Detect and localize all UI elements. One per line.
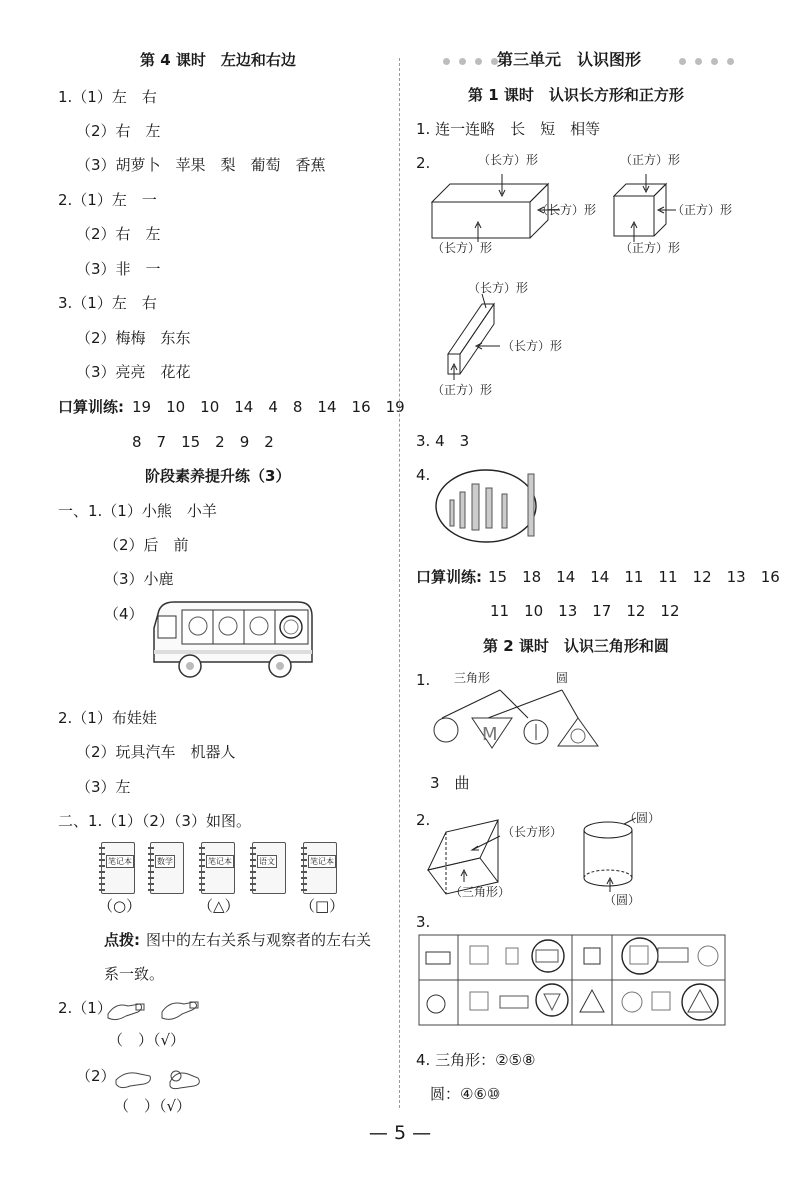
decor-dots-right bbox=[679, 58, 734, 65]
answer-line: （2）右 左 bbox=[76, 225, 161, 243]
answer-line: 2.（1）布娃娃 bbox=[58, 709, 157, 727]
circle-label: 圆 bbox=[556, 671, 569, 685]
answer-line: 圆：④⑥⑩ bbox=[430, 1085, 501, 1103]
answer-line: 2.（1） bbox=[58, 999, 112, 1017]
mark-circle: （○） bbox=[98, 897, 142, 915]
answer-line: 二、1.（1）（2）（3）如图。 bbox=[58, 812, 251, 830]
tip-label: 点拨: bbox=[104, 931, 140, 949]
unit-title: 第三单元 认识图形 bbox=[497, 50, 642, 69]
answer-line: （ ）（√） bbox=[114, 1097, 192, 1115]
answer-line: 3 曲 bbox=[430, 774, 470, 792]
question-number: 3. bbox=[416, 913, 431, 931]
answer-line: 一、1.（1）小熊 小羊 bbox=[58, 502, 217, 520]
cube-diagram bbox=[612, 150, 742, 260]
question-number: 1. bbox=[416, 671, 431, 689]
face-label: （正方）形 bbox=[432, 383, 493, 397]
question-number: 2. bbox=[416, 154, 431, 172]
answer-line: （4） bbox=[104, 605, 144, 623]
oral-practice-label: 口算训练: bbox=[58, 398, 124, 416]
answer-line: （ ）（√） bbox=[108, 1031, 186, 1049]
mark-triangle: （△） bbox=[198, 897, 240, 915]
oral-practice-label: 口算训练: bbox=[416, 568, 482, 586]
decor-dots-left bbox=[443, 58, 498, 65]
answer-line: （2） bbox=[76, 1067, 116, 1085]
mark-square: （□） bbox=[300, 897, 345, 915]
answer-line: （2）后 前 bbox=[104, 536, 189, 554]
answer-line: （3）小鹿 bbox=[104, 570, 174, 588]
answer-line: （3）亮亮 花花 bbox=[76, 363, 191, 381]
face-label: （正方）形 bbox=[620, 153, 681, 167]
answer-line: 1. 连一连略 长 短 相等 bbox=[416, 120, 601, 138]
tip-text: 图中的左右关系与观察者的左右关 bbox=[146, 931, 372, 949]
face-label: （长方）形 bbox=[468, 281, 529, 295]
prism-cylinder-diagram bbox=[424, 806, 704, 910]
square-prism-diagram bbox=[430, 282, 590, 402]
face-label: （正方）形 bbox=[620, 241, 681, 255]
face-label: （正方）形 bbox=[672, 203, 733, 217]
face-label: （长方形） bbox=[502, 825, 563, 839]
notebook-image: 笔记本 bbox=[201, 842, 235, 894]
chinese-book-image: 语文 bbox=[252, 842, 286, 894]
oral-practice-answers: 15 18 14 14 11 11 12 13 16 bbox=[488, 568, 780, 586]
oral-practice-answers: 11 10 13 17 12 12 bbox=[490, 602, 680, 620]
answer-line: （2）梅梅 东东 bbox=[76, 329, 191, 347]
answer-line: 2.（1）左 一 bbox=[58, 191, 157, 209]
answer-line: （3）胡萝卜 苹果 梨 葡萄 香蕉 bbox=[76, 156, 326, 174]
lesson4-title: 第 4 课时 左边和右边 bbox=[140, 51, 296, 69]
bus-illustration bbox=[148, 594, 318, 684]
answer-line: （3）非 一 bbox=[76, 260, 161, 278]
hands-illustration bbox=[106, 996, 206, 1026]
face-label: （三角形） bbox=[450, 885, 511, 899]
stage-practice-title: 阶段素养提升练（3） bbox=[145, 467, 291, 485]
column-divider bbox=[399, 58, 400, 1108]
matching-diagram bbox=[432, 668, 612, 750]
answer-line: （2）右 左 bbox=[76, 122, 161, 140]
hands-illustration bbox=[114, 1068, 214, 1094]
face-label: （圆） bbox=[604, 893, 641, 907]
face-label: （长方）形 bbox=[536, 203, 597, 217]
face-label: （长方）形 bbox=[432, 241, 493, 255]
notebook-image: 笔记本 bbox=[101, 842, 135, 894]
oral-practice-answers: 8 7 15 2 9 2 bbox=[132, 433, 274, 451]
shape-sorting-grid bbox=[418, 934, 728, 1028]
answer-line: （2）玩具汽车 机器人 bbox=[76, 743, 236, 761]
letter-m: M bbox=[482, 724, 498, 745]
page-number: — 5 — bbox=[368, 1122, 432, 1144]
cylinders-diagram bbox=[430, 468, 560, 548]
oral-practice-answers: 19 10 10 14 4 8 14 16 19 bbox=[132, 398, 405, 416]
notebook-image: 笔记本 bbox=[303, 842, 337, 894]
question-number: 2. bbox=[416, 811, 431, 829]
answer-line: 3.（1）左 右 bbox=[58, 294, 157, 312]
answer-line: 1.（1）左 右 bbox=[58, 88, 157, 106]
math-book-image: 数学 bbox=[150, 842, 184, 894]
answer-line: 3. 4 3 bbox=[416, 432, 470, 450]
face-label: （圆） bbox=[624, 811, 661, 825]
triangle-label: 三角形 bbox=[454, 671, 491, 685]
question-number: 4. bbox=[416, 466, 431, 484]
answer-line: 4. 三角形：②⑤⑧ bbox=[416, 1051, 536, 1069]
face-label: （长方）形 bbox=[502, 339, 563, 353]
face-label: （长方）形 bbox=[478, 153, 539, 167]
cuboid-diagram bbox=[430, 150, 610, 260]
answer-line: （3）左 bbox=[76, 778, 131, 796]
lesson1-title: 第 1 课时 认识长方形和正方形 bbox=[468, 86, 684, 104]
tip-text: 系一致。 bbox=[104, 965, 165, 983]
lesson2-title: 第 2 课时 认识三角形和圆 bbox=[483, 637, 669, 655]
